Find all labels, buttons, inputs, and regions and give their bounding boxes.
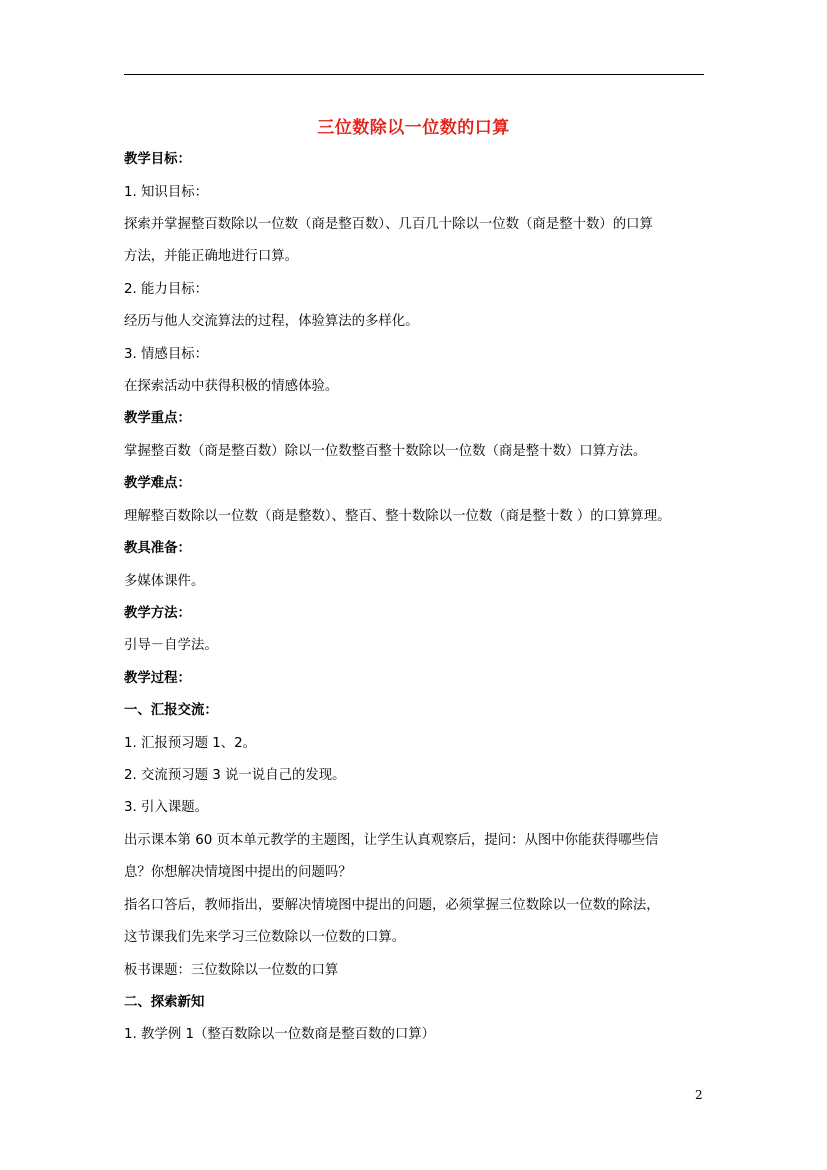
paragraph-line: 指名口答后，教师指出，要解决情境图中提出的问题，必须掌握三位数除以一位数的除法，: [124, 898, 660, 913]
paragraph-line: 出示课本第 60 页本单元教学的主题图，让学生认真观察后，提问：从图中你能获得哪些信: [124, 833, 659, 848]
goal-ability-label: 2. 能力目标：: [124, 282, 208, 297]
list-item: 1. 汇报预习题 1、2。: [124, 736, 257, 751]
paragraph-line: 掌握整百数（商是整百数）除以一位数整百整十数除以一位数（商是整十数）口算方法。: [124, 444, 647, 459]
paragraph-line: 多媒体课件。: [124, 574, 205, 589]
paragraph-line: 理解整百数除以一位数（商是整数）、整百、整十数除以一位数（商是整十数 ）的口算算理。: [124, 509, 671, 524]
paragraph-line: 引导－自学法。: [124, 638, 218, 653]
list-item: 1. 教学例 1（整百数除以一位数商是整百数的口算）: [124, 1027, 436, 1042]
paragraph-line: 探索并掌握整百数除以一位数（商是整百数）、几百几十除以一位数（商是整十数）的口算: [124, 217, 653, 232]
page-number: 2: [695, 1088, 703, 1102]
heading-key-points: 教学重点：: [124, 411, 191, 426]
paragraph-line: 这节课我们先来学习三位数除以一位数的口算。: [124, 930, 406, 945]
paragraph-line: 在探索活动中获得积极的情感体验。: [124, 379, 339, 394]
goal-knowledge-label: 1. 知识目标：: [124, 185, 208, 200]
list-item: 3. 引入课题。: [124, 800, 208, 815]
document-title: 三位数除以一位数的口算: [317, 118, 510, 138]
paragraph-line: 方法，并能正确地进行口算。: [124, 249, 299, 264]
header-rule: [124, 74, 704, 75]
heading-teaching-methods: 教学方法：: [124, 606, 191, 621]
section-heading-explore: 二、探索新知: [124, 995, 205, 1010]
paragraph-line: 经历与他人交流算法的过程，体验算法的多样化。: [124, 314, 419, 329]
goal-emotion-label: 3. 情感目标：: [124, 347, 208, 362]
paragraph-line: 板书课题：三位数除以一位数的口算: [124, 963, 339, 978]
heading-teaching-process: 教学过程：: [124, 671, 191, 686]
heading-difficult-points: 教学难点：: [124, 476, 191, 491]
list-item: 2. 交流预习题 3 说一说自己的发现。: [124, 768, 346, 783]
section-heading-report: 一、汇报交流：: [124, 703, 218, 718]
heading-teaching-goals: 教学目标：: [124, 152, 191, 167]
heading-teaching-aids: 教具准备：: [124, 541, 191, 556]
paragraph-line: 息？你想解决情境图中提出的问题吗？: [124, 865, 352, 880]
